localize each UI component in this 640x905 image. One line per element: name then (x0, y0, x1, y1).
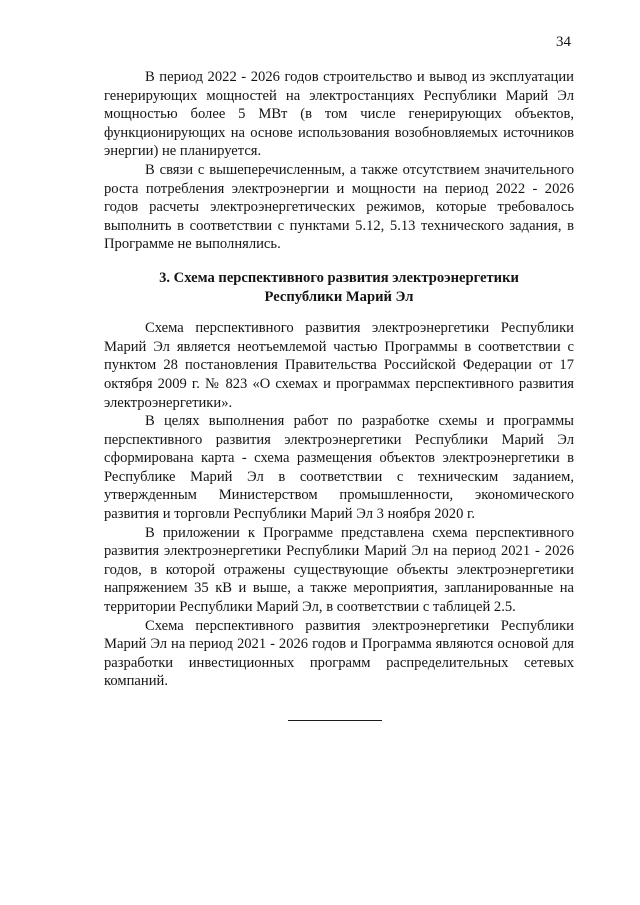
page-number: 34 (556, 34, 571, 50)
section-heading-line-1: 3. Схема перспективного развития электроэнергетики (159, 269, 519, 286)
paragraph-appendix: В приложении к Программе представлена схема перспективного развития электроэнергетики Республики Марий Эл на период 2021 - 2026 годов, в которой отражены существующие объекты электроэнергетики напряжением 35 кВ и выше, а также мероприятия, запланированные на территории Республики Марий Эл, в соответствии с таблицей 2.5. (104, 524, 574, 616)
paragraph-map-scheme: В целях выполнения работ по разработке схемы и программы перспективного развития электроэнергетики Республики Марий Эл сформирована карта - схема размещения объектов электроэнергетики в Республике Марий Эл в соответствии с техническим заданием, утвержденным Министерством промышленности, экономического развития и торговли Республики Марий Эл 3 ноября 2020 г. (104, 413, 574, 523)
paragraph-generation-plans: В период 2022 - 2026 годов строительство и вывод из эксплуатации генерирующих мощностей на электростанциях Республики Марий Эл мощностью более 5 МВт (в том числе генерирующих объектов, функционирующих на основе использования возобновляемых источников энергии) не планируется. (104, 69, 574, 160)
section-heading (104, 269, 574, 306)
paragraph-scheme-definition: Схема перспективного развития электроэнергетики Республики Марий Эл является неотъемлемой частью Программы в соответствии с пунктом 28 постановления Правительства Российской Федерации от 17 октября 2009 г. № 823 «О схемах и программах перспективного развития электроэнергетики». (104, 320, 574, 411)
end-divider-line (288, 720, 382, 721)
document-body (104, 68, 574, 691)
paragraph-calculation-regimes: В связи с вышеперечисленным, а также отсутствием значительного роста потребления электроэнергии и мощности на период 2022 - 2026 годов расчеты электроэнергетических режимов, которые требовалось выполнить в соответствии с пунктами 5.12, 5.13 технического задания, в Программе не выполнялись. (104, 161, 574, 253)
section-heading-line-2: Республики Марий Эл (264, 288, 414, 305)
paragraph-investment-basis: Схема перспективного развития электроэнергетики Республики Марий Эл на период 2021 - 2026 годов и Программа являются основой для разработки инвестиционных программ распределительных сетевых компаний. (104, 617, 574, 690)
